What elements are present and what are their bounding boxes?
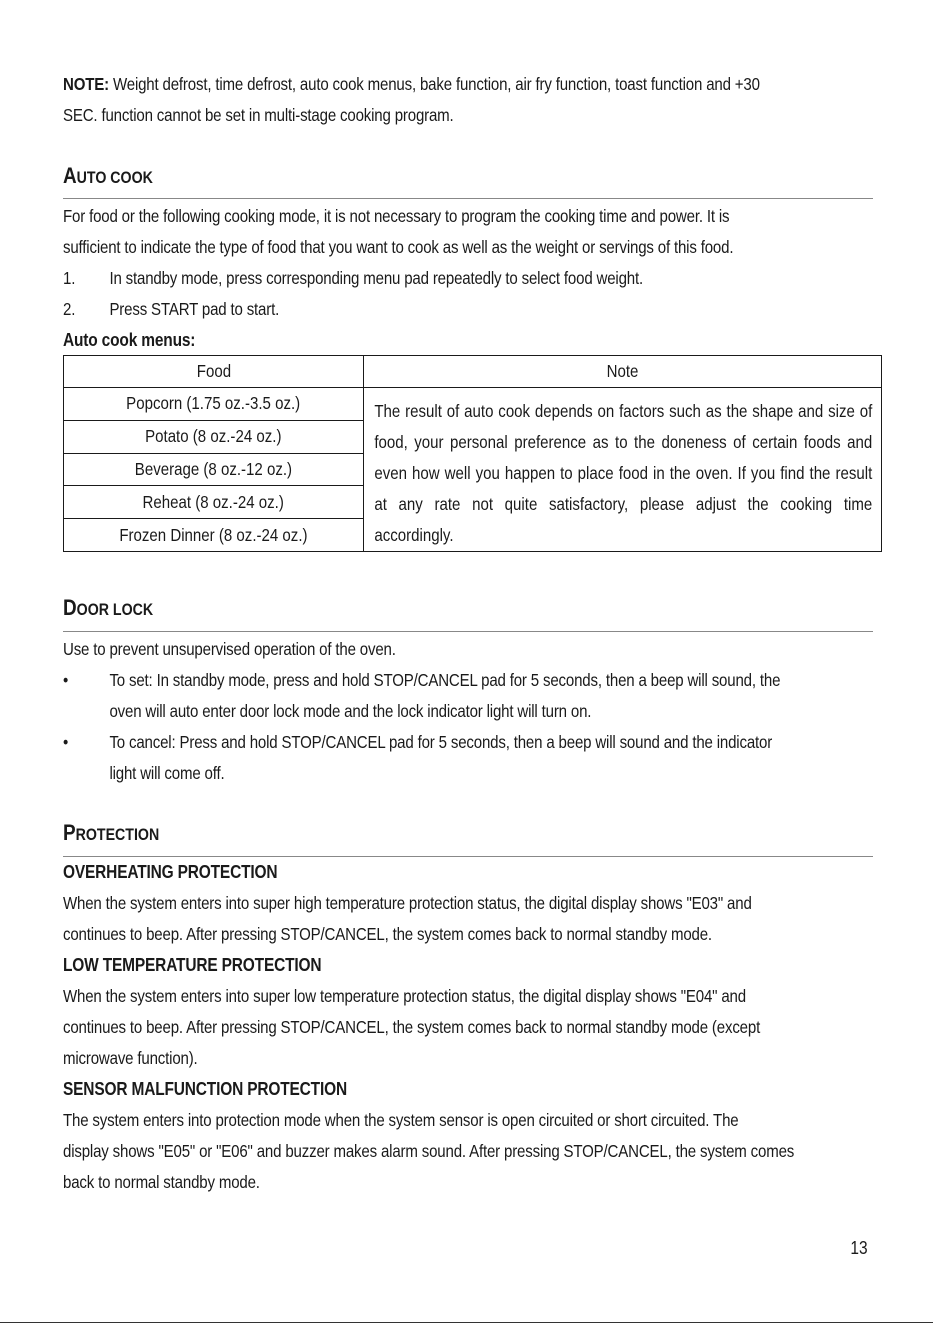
table-cell-food: Reheat (8 oz.-24 oz.) bbox=[64, 486, 364, 519]
door-lock-intro: Use to prevent unsupervised operation of the oven. bbox=[63, 639, 396, 659]
sensor-malfunction-heading: SENSOR MALFUNCTION PROTECTION bbox=[63, 1079, 347, 1099]
auto-cook-menus-label: Auto cook menus: bbox=[63, 330, 196, 350]
note-paragraph bbox=[63, 69, 873, 131]
list-item: • To set: In standby mode, press and hold STOP/CANCEL pad for 5 seconds, then a beep will sound, the oven will auto enter door lock mode and the lock indicator light will turn on. bbox=[63, 665, 873, 727]
protection-body: OVERHEATING PROTECTION When the system enters into super high temperature protection status, the digital display shows "E03" and continues to beep. After pressing STOP/CANCEL, the system comes back to normal standby mode. LOW TEMPERATURE PROTECTION When the system enters into super low temperature protection status, the digital display shows "E04" and continues to beep. After pressing STOP/CANCEL, the system comes back to normal standby mode (except microwave function). SENSOR MALFUNCTION PROTECTION The system enters into protection mode when the system sensor is open circuited or short circuited. The display shows "E05" or "E06" and buzzer makes alarm sound. After pressing STOP/CANCEL, the system comes back to normal standby mode. bbox=[63, 857, 873, 1198]
table-cell-food: Beverage (8 oz.-12 oz.) bbox=[64, 453, 364, 486]
bullet-icon: • bbox=[63, 670, 69, 690]
auto-cook-intro-line1: For food or the following cooking mode, it is not necessary to program the cooking time and power. It is bbox=[63, 206, 730, 226]
divider bbox=[63, 198, 873, 199]
section-title-door-lock: DOOR LOCK bbox=[63, 595, 154, 620]
table-cell-note: The result of auto cook depends on factors such as the shape and size of food, your personal preference as to the doneness of certain foods and even how well you happen to place food in the oven. If you find the result at any rate not quite satisfactory, please adjust the cooking time accordingly. bbox=[364, 388, 882, 552]
step-text: In standby mode, press corresponding menu pad repeatedly to select food weight. bbox=[109, 268, 644, 288]
section-title-auto-cook: AUTO COOK bbox=[63, 163, 153, 188]
section-title-protection: PROTECTION bbox=[63, 820, 160, 845]
step-text: Press START pad to start. bbox=[109, 299, 280, 319]
table-cell-food: Frozen Dinner (8 oz.-24 oz.) bbox=[64, 519, 364, 552]
table-header-food: Food bbox=[64, 356, 364, 388]
low-temperature-heading: LOW TEMPERATURE PROTECTION bbox=[63, 955, 322, 975]
page-number: 13 bbox=[850, 1238, 868, 1258]
note-text-line2: SEC. function cannot be set in multi-stage cooking program. bbox=[63, 105, 454, 125]
bullet-icon: • bbox=[63, 732, 69, 752]
step-number: 1. bbox=[63, 268, 76, 288]
door-lock-body bbox=[63, 634, 873, 789]
auto-cook-intro-line2: sufficient to indicate the type of food that you want to cook as well as the weight or servings of this food. bbox=[63, 237, 734, 257]
note-label: NOTE: bbox=[63, 74, 109, 94]
step-number: 2. bbox=[63, 299, 76, 319]
table-cell-food: Potato (8 oz.-24 oz.) bbox=[64, 420, 364, 453]
list-item bbox=[63, 294, 873, 325]
divider bbox=[63, 631, 873, 632]
auto-cook-menu-table bbox=[63, 355, 882, 552]
overheating-heading: OVERHEATING PROTECTION bbox=[63, 862, 278, 882]
page-bottom-border bbox=[0, 1322, 933, 1323]
list-item bbox=[63, 263, 873, 294]
table-cell-food: Popcorn (1.75 oz.-3.5 oz.) bbox=[64, 388, 364, 421]
list-item: • To cancel: Press and hold STOP/CANCEL pad for 5 seconds, then a beep will sound and the indicator light will come off. bbox=[63, 727, 873, 789]
note-text-line1: Weight defrost, time defrost, auto cook menus, bake function, air fry function, toast function and +30 bbox=[108, 74, 760, 94]
table-row bbox=[64, 388, 882, 421]
table-header-row bbox=[64, 356, 882, 388]
table-header-note: Note bbox=[364, 356, 882, 388]
auto-cook-intro bbox=[63, 201, 873, 356]
